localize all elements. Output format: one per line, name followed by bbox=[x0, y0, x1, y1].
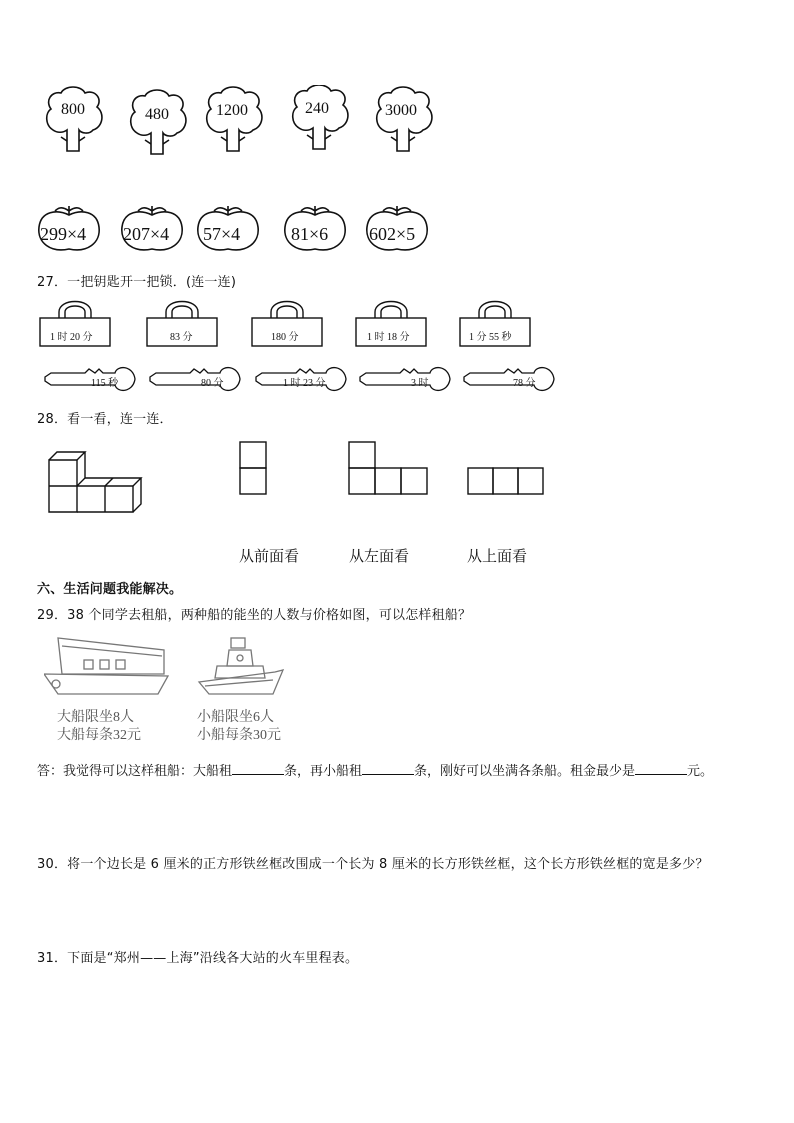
cube-stack-figure bbox=[49, 452, 141, 512]
apple-expression: 602×5 bbox=[369, 224, 416, 244]
lock-label: 83 分 bbox=[170, 332, 193, 343]
big-boat-price: 大船每条32元 bbox=[57, 728, 141, 743]
apple-expression: 81×6 bbox=[291, 224, 329, 244]
key-icon bbox=[150, 368, 240, 391]
big-boat-icon bbox=[44, 638, 168, 694]
answer-text-3: 条，刚好可以坐满各条船。租金最少是 bbox=[414, 764, 636, 779]
big-boat-capacity: 大船限坐8人 bbox=[57, 710, 134, 725]
cube-figures bbox=[44, 440, 564, 520]
big-boat-caption bbox=[57, 709, 141, 745]
key-label: 80 分 bbox=[201, 378, 224, 389]
tree-value: 480 bbox=[145, 106, 169, 123]
answer-text-1: 答：我觉得可以这样租船：大船租 bbox=[37, 764, 233, 779]
small-boat-price: 小船每条30元 bbox=[197, 728, 281, 743]
tree-value: 3000 bbox=[385, 102, 417, 119]
view-figure-a bbox=[240, 442, 266, 494]
lock-label: 180 分 bbox=[271, 332, 299, 343]
answer-text-4: 元。 bbox=[687, 764, 714, 779]
min-cost-blank[interactable] bbox=[635, 762, 687, 775]
tree-value: 240 bbox=[305, 100, 329, 117]
lock-icons bbox=[35, 294, 555, 354]
question-29-title: 29．38 个同学去租船，两种船的能坐的人数与价格如图，可以怎样租船？ bbox=[37, 608, 472, 623]
question-31: 31．下面是“郑州——上海”沿线各大站的火车里程表。 bbox=[37, 951, 359, 966]
big-boat-count-blank[interactable] bbox=[232, 762, 284, 775]
key-icon bbox=[45, 368, 135, 391]
question-29-answer bbox=[37, 760, 713, 779]
small-boat-icon bbox=[199, 638, 283, 694]
view-label-top: 从上面看 bbox=[467, 547, 528, 565]
answer-text-2: 条，再小船租 bbox=[284, 764, 363, 779]
small-boat-count-blank[interactable] bbox=[362, 762, 414, 775]
key-label: 1 时 23 分 bbox=[283, 378, 326, 389]
question-27-title: 27．一把钥匙开一把锁．(连一连) bbox=[37, 275, 237, 290]
key-label: 3 时 bbox=[411, 378, 429, 389]
apple-expression: 299×4 bbox=[40, 224, 87, 244]
question-30: 30．将一个边长是 6 厘米的正方形铁丝框改围成一个长为 8 厘米的长方形铁丝框，这个长方形铁丝框的宽是多少？ bbox=[37, 857, 709, 872]
key-label: 78 分 bbox=[513, 378, 536, 389]
key-label: 115 秒 bbox=[91, 378, 119, 389]
section-6-heading: 六、生活问题我能解决。 bbox=[37, 582, 183, 597]
small-boat-caption bbox=[197, 709, 281, 745]
lock-label: 1 时 18 分 bbox=[367, 332, 410, 343]
lock-label: 1 时 20 分 bbox=[50, 332, 93, 343]
tree-value: 800 bbox=[61, 101, 85, 118]
key-icon bbox=[360, 368, 450, 391]
apple-expression: 207×4 bbox=[123, 224, 170, 244]
tree-icon bbox=[47, 87, 102, 151]
boat-illustrations bbox=[44, 636, 304, 712]
view-label-front: 从前面看 bbox=[239, 547, 300, 565]
view-figure-c bbox=[468, 468, 543, 494]
view-figure-b bbox=[349, 442, 427, 494]
key-icon bbox=[464, 368, 554, 391]
view-label-left: 从左面看 bbox=[349, 547, 410, 565]
question-28-title: 28．看一看，连一连． bbox=[37, 412, 173, 427]
small-boat-capacity: 小船限坐6人 bbox=[197, 710, 274, 725]
lock-label: 1 分 55 秒 bbox=[469, 332, 512, 343]
tree-icons bbox=[40, 85, 440, 155]
apple-expression: 57×4 bbox=[203, 224, 241, 244]
tree-value: 1200 bbox=[216, 102, 248, 119]
